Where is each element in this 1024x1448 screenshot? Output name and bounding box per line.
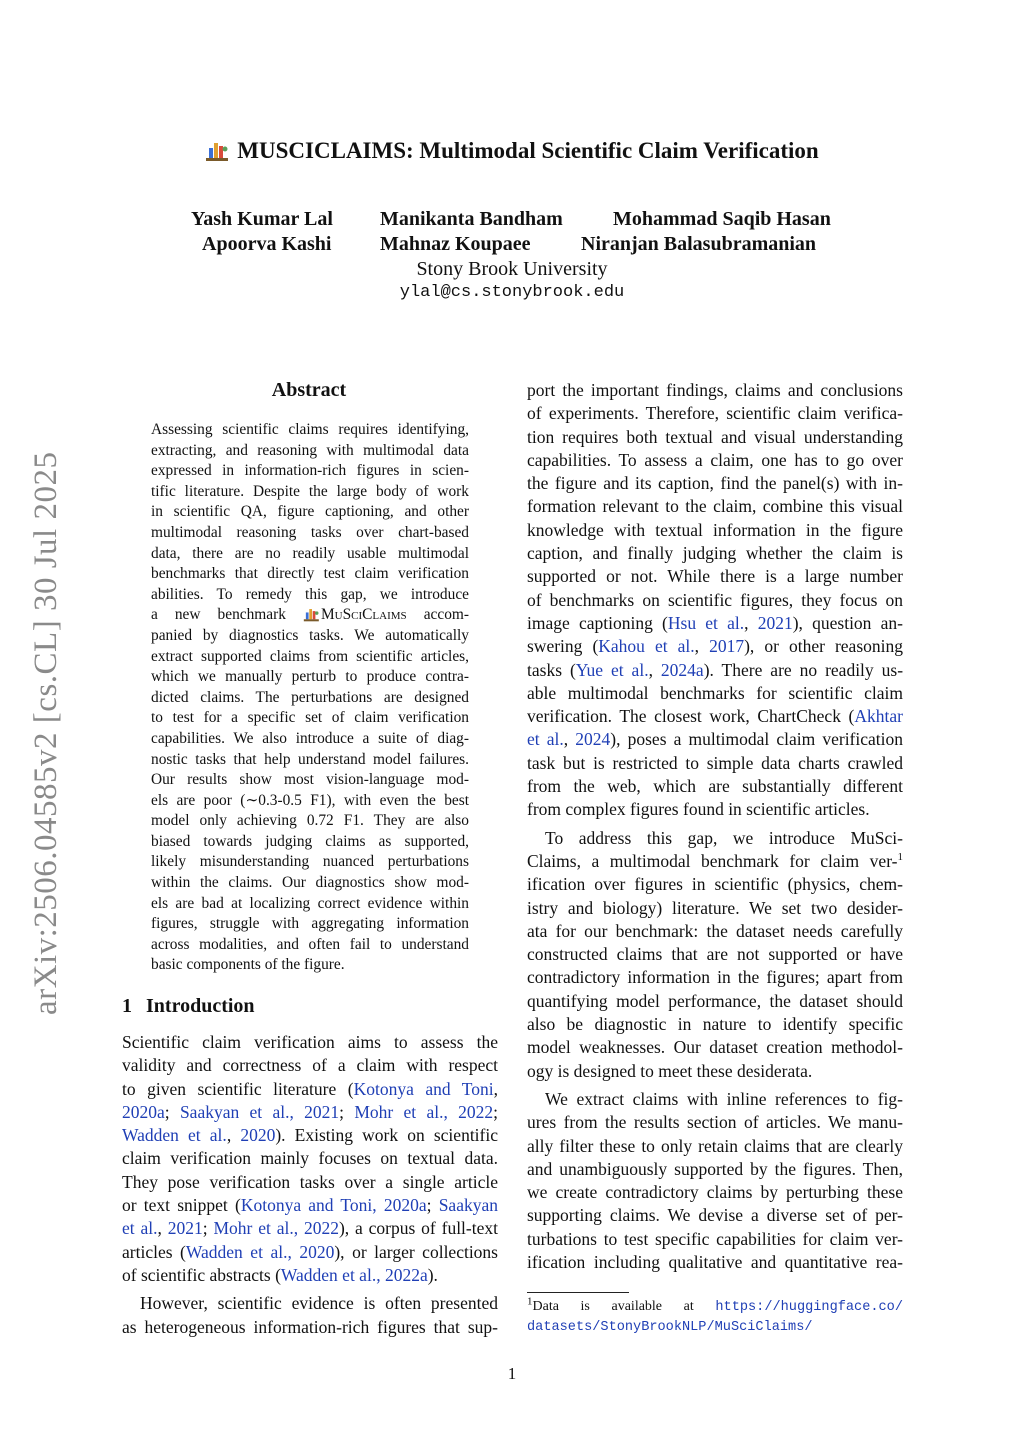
abstract-line (151, 688, 469, 709)
abstract-body (151, 420, 469, 976)
body-text: To address this gap, we introduce MuSci- (545, 827, 903, 848)
text-line (122, 1217, 498, 1240)
abstract-text: biased towards judging claims as supported, (151, 832, 469, 850)
left-column-text (122, 1031, 498, 1339)
bar-chart-logo-icon (205, 140, 231, 162)
citation-link[interactable]: 2024a (660, 659, 704, 680)
body-text: ). Existing work on scientific (275, 1125, 498, 1146)
abstract-text: els are bad at localizing correct evidence within (151, 894, 469, 912)
text-line (527, 519, 903, 542)
author-name: Manikanta Bandham (380, 208, 563, 230)
abstract-line (151, 955, 469, 976)
body-text: Scientific claim verification aims to assess the (122, 1032, 498, 1052)
abstract-line (151, 585, 469, 606)
text-line (527, 402, 903, 425)
body-text: , (226, 1125, 241, 1146)
text-line (527, 705, 903, 728)
author-name: Yash Kumar Lal (191, 208, 333, 230)
abstract-text: abilities. To remedy this gap, we introduce (151, 585, 469, 603)
abstract-line (151, 647, 469, 668)
citation-link[interactable]: 2020a (122, 1101, 165, 1122)
text-line (527, 873, 903, 896)
body-text: of scientific abstracts ( (122, 1264, 281, 1285)
abstract-line (151, 667, 469, 688)
body-text: They pose verification tasks over a single article (122, 1171, 498, 1192)
text-line (122, 1078, 498, 1101)
text-line (122, 1031, 498, 1054)
text-line (527, 1036, 903, 1059)
text-line (527, 943, 903, 966)
body-text: the figure and its caption, find the panel(s) with in- (527, 473, 903, 494)
body-text: tion requires both textual and visual understanding (527, 426, 903, 447)
body-text: image captioning ( (527, 612, 668, 633)
text-line (527, 1135, 903, 1158)
text-line (527, 1158, 903, 1181)
body-text: supporting claims. We devise a diverse set of per- (527, 1205, 903, 1226)
citation-link[interactable]: 2017 (709, 636, 745, 657)
author-name: Mohammad Saqib Hasan (613, 208, 831, 230)
abstract-line (151, 708, 469, 729)
abstract-text: likely misunderstanding nuanced perturbations (151, 853, 469, 871)
abstract-text: Our results show most vision-language mod- (151, 771, 469, 789)
body-text: ), a corpus of full-text (338, 1218, 498, 1239)
citation-link[interactable]: 2021 (167, 1218, 203, 1239)
body-text: ). There are no readily us- (703, 659, 904, 680)
body-text: ; (164, 1101, 180, 1122)
body-text: of benchmarks on scientific figures, they focus on (527, 589, 903, 610)
abstract-line (151, 852, 469, 873)
abstract-line (151, 832, 469, 853)
footnote: $^1$Data is available at https://huggingface.co/ datasets/StonyBrookNLP/MuSciClaims/ (527, 1295, 903, 1335)
body-text: istry and biology) literature. We set two desider- (527, 897, 903, 918)
abstract-text: accom- (423, 606, 469, 624)
text-line (527, 612, 903, 635)
abstract-text: Assessing scientific claims requires identifying, (151, 421, 469, 438)
body-text: ification including qualitative and quantitative rea- (527, 1251, 903, 1272)
text-line (527, 426, 903, 449)
abstract-line (151, 811, 469, 832)
body-text: ). (427, 1264, 438, 1285)
text-line (527, 1251, 903, 1274)
body-text: , (744, 612, 758, 633)
text-line (527, 1181, 903, 1204)
text-line (527, 1204, 903, 1227)
abstract-text: expressed in information-rich figures in scien- (151, 462, 469, 480)
body-text: from the web, which are substantially different (527, 776, 903, 797)
citation-link[interactable]: Mohr et al., 2022 (213, 1218, 339, 1239)
abstract-text: dicted claims. The perturbations are designed (151, 688, 469, 706)
body-text: tasks ( (527, 659, 576, 680)
text-line (527, 897, 903, 920)
body-text: ; (202, 1218, 214, 1239)
text-line (122, 1054, 498, 1077)
citation-link[interactable]: Wadden et al., 2022a (280, 1264, 428, 1285)
citation-link[interactable]: Hsu et al. (667, 612, 745, 633)
body-text: formation relevant to the claim, combine this visual (527, 496, 903, 517)
citation-link[interactable]: Yue et al. (575, 659, 649, 680)
abstract-line (151, 626, 469, 647)
text-line (527, 1013, 903, 1036)
body-text: We extract claims with inline references to fig- (545, 1088, 903, 1109)
text-line (527, 1228, 903, 1251)
abstract-text: model only achieving 0.72 F1. They are also (151, 812, 469, 830)
body-text: quantifying model performance, the dataset should (527, 990, 903, 1011)
text-line (527, 798, 903, 821)
text-line (122, 1147, 498, 1170)
author-email[interactable]: ylal@cs.stonybrook.edu (399, 283, 625, 302)
body-text: ata for our benchmark: the dataset needs carefully (527, 920, 903, 941)
abstract-line (151, 544, 469, 565)
footnote-reference[interactable]: 1 (897, 851, 903, 864)
text-line (527, 589, 903, 612)
body-text: capabilities. To assess a claim, one has to go over (527, 449, 903, 470)
abstract-line (151, 564, 469, 585)
citation-link[interactable]: Saakyan (438, 1195, 498, 1216)
abstract-line (151, 523, 469, 544)
abstract-heading: Abstract (271, 379, 347, 401)
right-column-text (527, 379, 903, 1274)
body-text: ), or other reasoning (744, 636, 903, 657)
abstract-line (151, 482, 469, 503)
text-line (122, 1241, 498, 1264)
body-text: articles ( (122, 1241, 186, 1262)
abstract-text: which we manually perturb to produce contra- (151, 668, 469, 686)
text-line (527, 775, 903, 798)
text-line (527, 850, 903, 873)
body-text: verification. The closest work, ChartCheck ( (527, 706, 855, 727)
footnote-divider (527, 1292, 629, 1293)
abstract-text: panied by diagnostics tasks. We automatically (151, 626, 469, 644)
body-text: model weaknesses. Our dataset creation methodol- (527, 1037, 903, 1058)
abstract-text: benchmarks that directly test claim verification (151, 565, 469, 583)
abstract-text: tific literature. Despite the large body of work (151, 482, 469, 500)
abstract-line (151, 770, 469, 791)
body-text: ), poses a multimodal claim verification (610, 729, 904, 750)
text-line (527, 966, 903, 989)
dataset-link[interactable]: datasets/StonyBrookNLP/MuSciClaims/ (527, 1320, 813, 1335)
body-text: ), question an- (792, 612, 903, 633)
citation-link[interactable]: 2024 (575, 729, 611, 750)
body-text: ogy is designed to meet these desiderata. (527, 1060, 813, 1081)
text-line (122, 1171, 498, 1194)
citation-link[interactable]: Wadden et al., 2020 (185, 1241, 335, 1262)
body-text: ; (493, 1101, 498, 1122)
abstract-line (151, 873, 469, 894)
body-text: , (563, 729, 576, 750)
body-text: turbations to test specific capabilities for claim ver- (527, 1228, 903, 1249)
body-text: from complex figures found in scientific articles. (527, 799, 870, 820)
text-line (122, 1292, 498, 1315)
author-name: Apoorva Kashi (202, 233, 332, 255)
body-text: contradictory information in the figures; apart from (527, 967, 903, 988)
body-text: able multimodal benchmarks for scientific claim (527, 682, 903, 703)
citation-link[interactable]: Kotonya and Toni, 2020a (240, 1195, 427, 1216)
text-line (122, 1194, 498, 1217)
abstract-text: nostic tasks that help understand model failures. (151, 750, 469, 768)
text-line (527, 495, 903, 518)
title-text: MUSCICLAIMS: Multimodal Scientific Claim Verification (237, 138, 819, 163)
dataset-link[interactable]: https://huggingface.co/ (715, 1300, 903, 1315)
text-line (122, 1124, 498, 1147)
citation-link[interactable]: et al. (527, 729, 564, 750)
abstract-line (151, 914, 469, 935)
citation-link[interactable]: 2020 (240, 1125, 276, 1146)
abstract-line (151, 750, 469, 771)
body-text: validity and correctness of a claim with respect (122, 1055, 498, 1076)
page-number: 1 (507, 1364, 517, 1383)
body-text: caption, and finally judging whether the claim is (527, 543, 903, 564)
body-text: , (157, 1218, 168, 1239)
body-text: knowledge with textual information in the figure (527, 519, 903, 540)
text-line (527, 1111, 903, 1134)
section-heading-introduction: 1 Introduction (122, 995, 255, 1017)
text-line (527, 542, 903, 565)
abstract-line (151, 502, 469, 523)
abstract-text: to test for a specific set of claim verification (151, 709, 469, 727)
citation-link[interactable]: et al. (122, 1218, 158, 1239)
body-text: to given scientific literature ( (122, 1078, 354, 1099)
body-text: ; (339, 1101, 355, 1122)
body-text: ; (426, 1195, 439, 1216)
text-line (122, 1264, 498, 1287)
citation-link[interactable]: Kahou et al. (598, 636, 695, 657)
body-text: supported or not. While there is a large number (527, 566, 903, 587)
body-text: we create contradictory claims by perturbing these (527, 1182, 903, 1203)
text-line (527, 827, 903, 850)
citation-link[interactable]: Mohr et al., 2022 (354, 1101, 494, 1122)
abstract-line (151, 461, 469, 482)
body-text: ures from the results section of articles. We manu- (527, 1112, 903, 1133)
body-text: swering ( (527, 636, 599, 657)
body-text: port the important findings, claims and conclusions (527, 380, 903, 400)
text-line (122, 1101, 498, 1124)
abstract-text: figures, struggle with aggregating information (151, 915, 469, 933)
abstract-text: data, there are no readily usable multimodal (151, 544, 469, 562)
abstract-text: extracting, and reasoning with multimodal data (151, 441, 469, 459)
body-text: However, scientific evidence is often presented (140, 1293, 498, 1314)
text-line (122, 1316, 498, 1339)
citation-link[interactable]: Kotonya and Toni (353, 1078, 494, 1099)
abstract-line (151, 420, 469, 441)
text-line (527, 1088, 903, 1111)
body-text: Claims, a multimodal benchmark for claim ver- (527, 850, 898, 871)
body-text: , (493, 1078, 498, 1099)
text-line (527, 728, 903, 751)
abstract-line (151, 935, 469, 956)
arxiv-identifier: arXiv:2506.04585v2 [cs.CL] 30 Jul 2025 (28, 451, 64, 1015)
body-text: task but is restricted to simple data charts crawled (527, 752, 903, 773)
body-text: ), or larger collections (334, 1241, 498, 1262)
benchmark-name: MuSciClaims (320, 606, 407, 624)
text-line (527, 379, 903, 402)
text-line (527, 990, 903, 1013)
abstract-text: a new benchmark (151, 606, 286, 624)
body-text: constructed claims that are not supported or have (527, 944, 903, 965)
abstract-text: basic components of the figure. (151, 956, 345, 974)
abstract-text: across modalities, and often fail to understand (151, 935, 469, 953)
body-text: , (648, 659, 661, 680)
abstract-line (151, 441, 469, 462)
text-line (527, 659, 903, 682)
citation-link[interactable]: Saakyan et al., 2021 (179, 1101, 340, 1122)
abstract-text: multimodal reasoning tasks over chart-based (151, 523, 469, 541)
text-line (527, 565, 903, 588)
affiliation: Stony Brook University (416, 258, 608, 280)
citation-link[interactable]: Wadden et al. (122, 1125, 227, 1146)
bar-chart-logo-icon (303, 607, 321, 622)
paper-title (205, 138, 818, 164)
abstract-line (151, 729, 469, 750)
text-line (527, 635, 903, 658)
abstract-text: capabilities. We also introduce a suite of diag- (151, 729, 469, 747)
abstract-line (151, 894, 469, 915)
author-name: Niranjan Balasubramanian (581, 233, 817, 255)
body-text: claim verification mainly focuses on textual data. (122, 1148, 498, 1169)
body-text: of experiments. Therefore, scientific claim verifica- (527, 403, 903, 424)
body-text: ification over figures in scientific (physics, chem- (527, 874, 903, 895)
text-line (527, 752, 903, 775)
text-line (527, 1060, 903, 1083)
body-text: ally filter these to only retain claims that are clearly (527, 1135, 903, 1156)
abstract-text: within the claims. Our diagnostics show mod- (151, 874, 469, 892)
text-line (527, 920, 903, 943)
body-text: and unambiguously supported by the figures. Then, (527, 1158, 903, 1179)
body-text: or text snippet ( (122, 1195, 241, 1216)
body-text: also be diagnostic in nature to identify specific (527, 1014, 903, 1035)
title-block (0, 138, 1024, 167)
body-text: as heterogeneous information-rich figures that sup- (122, 1316, 498, 1337)
text-line (527, 449, 903, 472)
author-name: Mahnaz Koupaee (380, 233, 531, 255)
abstract-line (151, 605, 469, 626)
body-text: , (694, 636, 710, 657)
text-line (527, 682, 903, 705)
abstract-text: extract supported claims from scientific articles, (151, 647, 469, 665)
abstract-line (151, 791, 469, 812)
citation-link[interactable]: Akhtar (854, 706, 903, 727)
abstract-text: els are poor (∼0.3-0.5 F1), with even the best (151, 791, 469, 809)
text-line (527, 472, 903, 495)
abstract-text: in scientific QA, figure captioning, and other (151, 503, 469, 521)
citation-link[interactable]: 2021 (757, 612, 793, 633)
